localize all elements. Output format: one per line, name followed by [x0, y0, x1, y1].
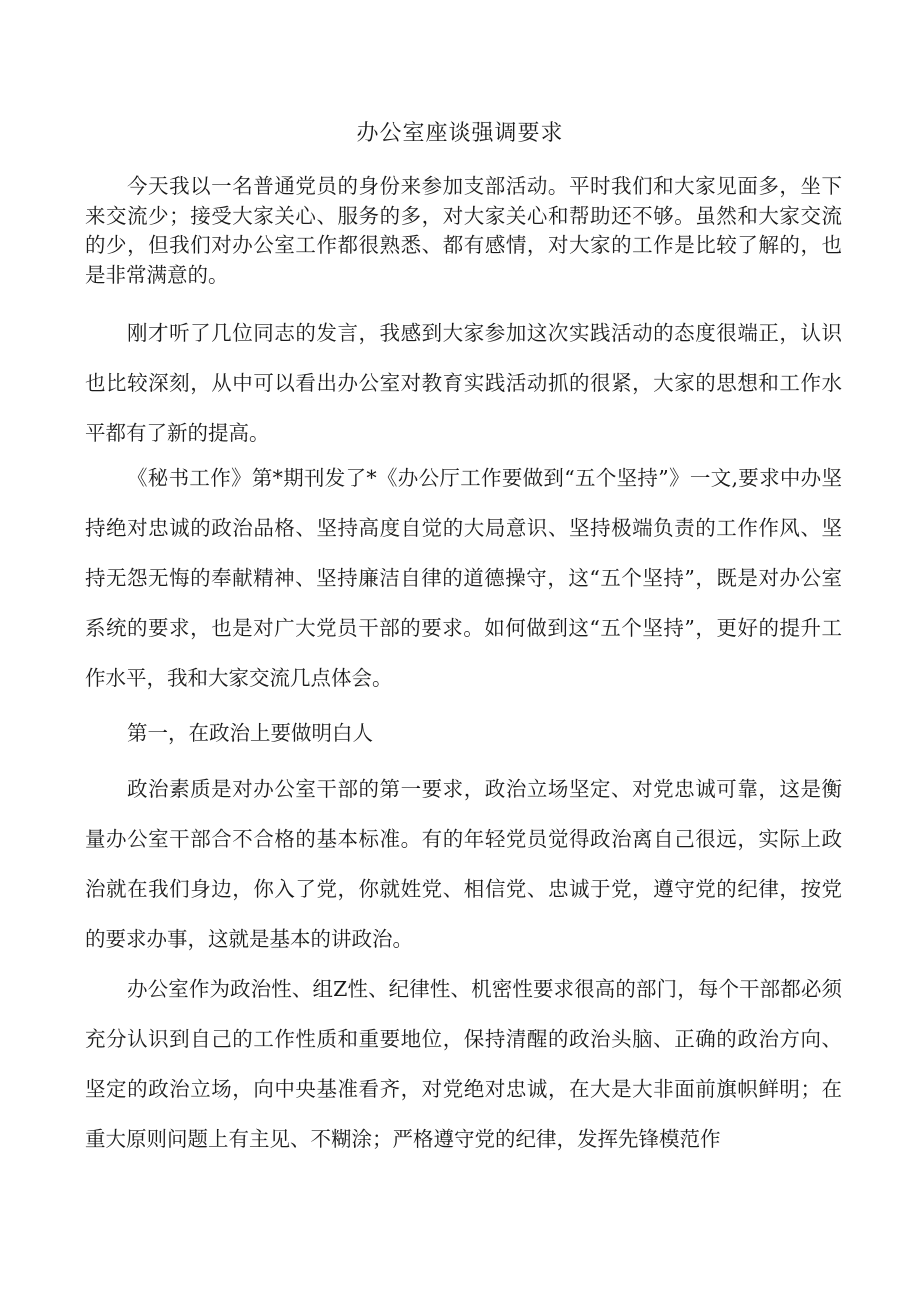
- paragraph-5: 办公室作为政治性、组Z性、纪律性、机密性要求很高的部门，每个干部都必须充分认识到自己的工作性质和重要地位，保持清醒的政治头脑、正确的政治方向、坚定的政治立场，向中央基准看齐，对党绝对忠诚，在大是大非面前旗帜鲜明；在重大原则问题上有主见、不糊涂；严格遵守党的纪律，发挥先锋模范作: [85, 977, 842, 1151]
- paragraph-2: 刚才听了几位同志的发言，我感到大家参加这次实践活动的态度很端正，认识也比较深刻，从中可以看出办公室对教育实践活动抓的很紧，大家的思想和工作水平都有了新的提高。: [85, 321, 842, 445]
- paragraph-1: 今天我以一名普通党员的身份来参加支部活动。平时我们和大家见面多，坐下来交流少；接受大家关心、服务的多，对大家关心和帮助还不够。虽然和大家交流的少，但我们对办公室工作都很熟悉、都有感情，对大家的工作是比较了解的，也是非常满意的。: [85, 174, 842, 287]
- document-title: 办公室座谈强调要求: [356, 121, 564, 146]
- paragraph-4: 政治素质是对办公室干部的第一要求，政治立场坚定、对党忠诚可靠，这是衡量办公室干部合不合格的基本标准。有的年轻党员觉得政治离自己很远，实际上政治就在我们身边，你入了党，你就姓党、相信党、忠诚于党，遵守党的纪律，按党的要求办事，这就是基本的讲政治。: [85, 777, 842, 951]
- section-heading: 第一，在政治上要做明白人: [127, 721, 373, 745]
- paragraph-3: 《秘书工作》第*期刊发了*《办公厅工作要做到“五个坚持”》一文,要求中办坚持绝对忠诚的政治品格、坚持高度自觉的大局意识、坚持极端负责的工作作风、坚持无怨无悔的奉献精神、坚持廉洁自律的道德操守，这“五个坚持”，既是对办公室系统的要求，也是对广大党员干部的要求。如何做到这“五个坚持”，更好的提升工作水平，我和大家交流几点体会。: [85, 466, 842, 690]
